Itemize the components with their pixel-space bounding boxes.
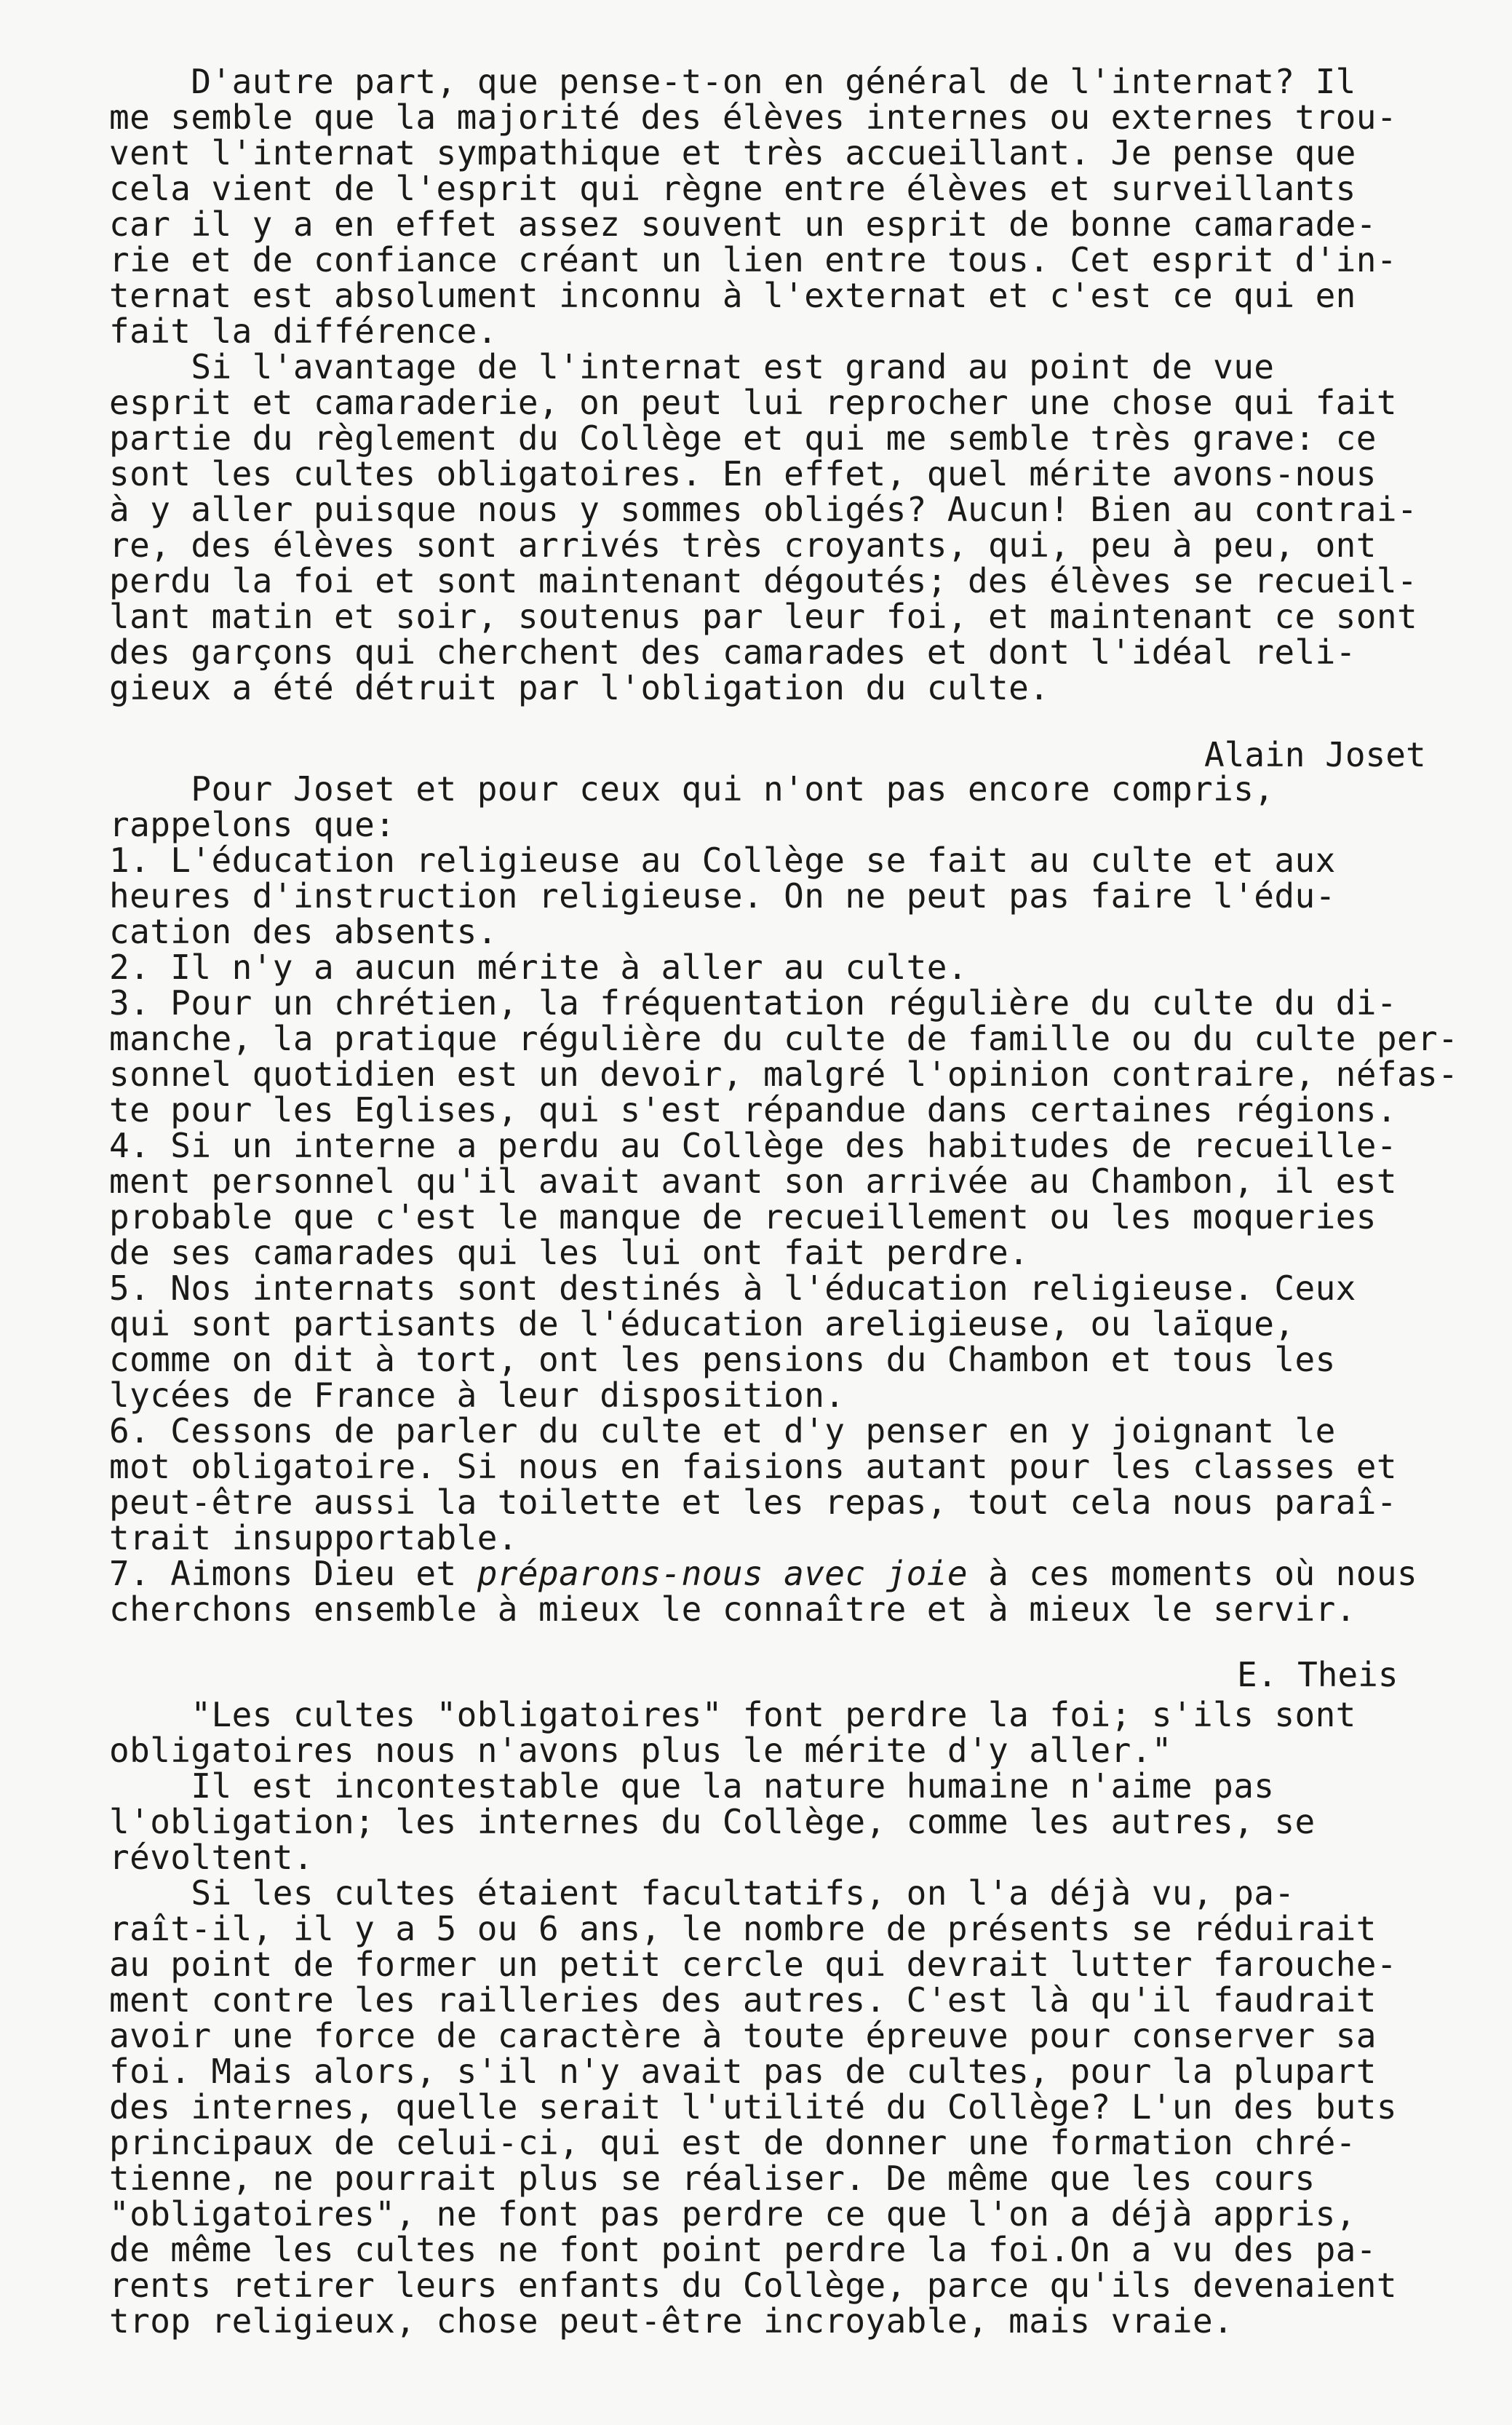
text-line: Pour Joset et pour ceux qui n'ont pas encore compris, <box>109 769 1275 809</box>
section-internat-text <box>109 64 1484 706</box>
text-line: rents retirer leurs enfants du Collège, parce qu'ils devenaient <box>109 2266 1397 2305</box>
text-line: 5. Nos internats sont destinés à l'éducation religieuse. Ceux <box>109 1269 1356 1308</box>
text-line: "obligatoires", ne font pas perdre ce que l'on a déjà appris, <box>109 2194 1356 2234</box>
text-line: 2. Il n'y a aucun mérite à aller au culte. <box>109 948 968 987</box>
text-line: probable que c'est le manque de recueillement ou les moqueries <box>109 1197 1377 1237</box>
text-line: lant matin et soir, soutenus par leur foi, et maintenant ce sont <box>109 597 1418 636</box>
text-line: peut-être aussi la toilette et les repas, tout cela nous paraî- <box>109 1483 1397 1522</box>
text-line: foi. Mais alors, s'il n'y avait pas de cultes, pour la plupart <box>109 2052 1377 2091</box>
text-line: vent l'internat sympathique et très accueillant. Je pense que <box>109 133 1356 172</box>
text-line: des garçons qui cherchent des camarades et dont l'idéal reli- <box>109 632 1356 672</box>
point-seven <box>109 1556 1484 1627</box>
text-line: mot obligatoire. Si nous en faisions autant pour les classes et <box>109 1447 1397 1486</box>
text-line: des internes, quelle serait l'utilité du Collège? L'un des buts <box>109 2087 1397 2127</box>
text-line: cela vient de l'esprit qui règne entre élèves et surveillants <box>109 169 1356 208</box>
text-line: de même les cultes ne font point perdre la foi.On a vu des pa- <box>109 2230 1377 2269</box>
section-obligation-text <box>109 1697 1484 2339</box>
text-line: qui sont partisants de l'éducation areligieuse, ou laïque, <box>109 1304 1295 1344</box>
text-line: avoir une force de caractère à toute épreuve pour conserver sa <box>109 2016 1377 2055</box>
point-seven-line-2: cherchons ensemble à mieux le connaître et à mieux le servir. <box>109 1589 1356 1629</box>
text-line: heures d'instruction religieuse. On ne peut pas faire l'édu- <box>109 876 1336 916</box>
text-line: tienne, ne pourrait plus se réaliser. De même que les cours <box>109 2159 1316 2198</box>
text-line: esprit et camaraderie, on peut lui reprocher une chose qui fait <box>109 383 1397 422</box>
text-line: ment personnel qu'il avait avant son arrivée au Chambon, il est <box>109 1162 1397 1201</box>
text-line: l'obligation; les internes du Collège, comme les autres, se <box>109 1802 1316 1841</box>
point-seven-line-1 <box>109 1556 1484 1592</box>
text-line: Si les cultes étaient facultatifs, on l'a déjà vu, pa- <box>109 1873 1295 1913</box>
point-seven-italic: préparons-nous avec joie <box>477 1554 968 1593</box>
text-line: sont les cultes obligatoires. En effet, quel mérite avons-nous <box>109 454 1377 493</box>
text-line: 6. Cessons de parler du culte et d'y penser en y joignant le <box>109 1411 1336 1450</box>
text-line: ternat est absolument inconnu à l'externat et c'est ce qui en <box>109 276 1356 315</box>
text-line: à y aller puisque nous y sommes obligés? Aucun! Bien au contrai- <box>109 490 1418 529</box>
text-line: 1. L'éducation religieuse au Collège se fait au culte et aux <box>109 841 1336 880</box>
text-line: de ses camarades qui les lui ont fait perdre. <box>109 1233 1030 1272</box>
text-line: perdu la foi et sont maintenant dégoutés; des élèves se recueil- <box>109 561 1418 600</box>
text-line: te pour les Eglises, qui s'est répandue dans certaines régions. <box>109 1090 1397 1130</box>
text-line: au point de former un petit cercle qui devrait lutter farouche- <box>109 1945 1397 1984</box>
text-line: "Les cultes "obligatoires" font perdre la foi; s'ils sont <box>109 1695 1356 1734</box>
signature-alain-joset: Alain Joset <box>1204 735 1426 774</box>
text-line: 3. Pour un chrétien, la fréquentation régulière du culte du di- <box>109 983 1397 1023</box>
text-line: fait la différence. <box>109 311 498 351</box>
section-reply-text <box>109 771 1484 1556</box>
point-seven-start: 7. Aimons Dieu et <box>109 1554 477 1593</box>
text-line: gieux a été détruit par l'obligation du culte. <box>109 668 1050 707</box>
text-line: comme on dit à tort, ont les pensions du Chambon et tous les <box>109 1340 1336 1379</box>
text-line: trait insupportable. <box>109 1518 518 1557</box>
text-line: me semble que la majorité des élèves internes ou externes trou- <box>109 98 1397 137</box>
text-line: manche, la pratique régulière du culte de famille ou du culte per- <box>109 1019 1459 1058</box>
text-line: Si l'avantage de l'internat est grand au point de vue <box>109 347 1275 386</box>
signature-e-theis: E. Theis <box>1237 1655 1398 1694</box>
text-line: principaux de celui-ci, qui est de donner une formation chré- <box>109 2123 1356 2162</box>
text-line: 4. Si un interne a perdu au Collège des habitudes de recueille- <box>109 1126 1397 1165</box>
text-line: obligatoires nous n'avons plus le mérite d'y aller." <box>109 1731 1172 1770</box>
text-line: raît-il, il y a 5 ou 6 ans, le nombre de présents se réduirait <box>109 1909 1377 1948</box>
text-line: partie du règlement du Collège et qui me semble très grave: ce <box>109 418 1377 458</box>
text-line: lycées de France à leur disposition. <box>109 1376 845 1415</box>
text-line: Il est incontestable que la nature humaine n'aime pas <box>109 1766 1275 1806</box>
text-line: car il y a en effet assez souvent un esprit de bonne camarade- <box>109 205 1377 244</box>
text-line: rappelons que: <box>109 805 396 844</box>
text-line: ment contre les railleries des autres. C'est là qu'il faudrait <box>109 1980 1377 2020</box>
text-line: sonnel quotidien est un devoir, malgré l'opinion contraire, néfas- <box>109 1055 1459 1094</box>
text-line: cation des absents. <box>109 912 498 951</box>
point-seven-end: à ces moments où nous <box>967 1554 1418 1593</box>
text-line: trop religieux, chose peut-être incroyable, mais vraie. <box>109 2301 1234 2341</box>
text-line: rie et de confiance créant un lien entre tous. Cet esprit d'in- <box>109 240 1397 279</box>
text-line: re, des élèves sont arrivés très croyants, qui, peu à peu, ont <box>109 525 1377 565</box>
text-line: D'autre part, que pense-t-on en général de l'internat? Il <box>109 62 1356 101</box>
text-line: révoltent. <box>109 1838 314 1877</box>
